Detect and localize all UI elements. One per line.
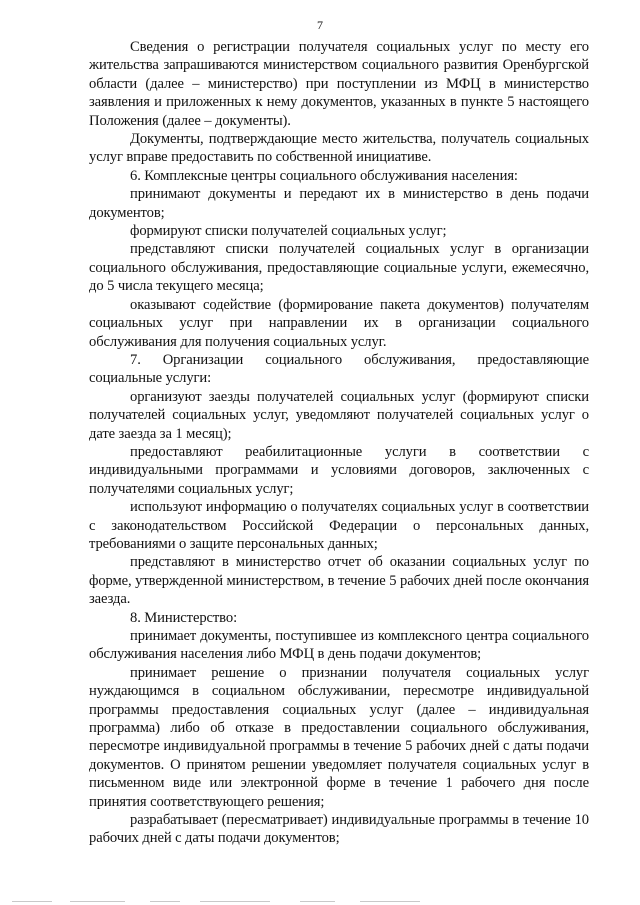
list-item: представляют списки получателей социальных услуг в организации социального обслуживания, предоставляющие социальные услуги, ежемесячно, до 5 числа текущего месяца;	[89, 241, 589, 295]
list-item: предоставляют реабилитационные услуги в соответствии с индивидуальными программами и условиями договоров, заключенных с получателями социальных услуг;	[89, 443, 589, 497]
list-item: представляют в министерство отчет об оказании социальных услуг по форме, утвержденной министерством, в течение 5 рабочих дней после окончания заезда.	[89, 554, 589, 608]
paragraph: Документы, подтверждающие место жительства, получатель социальных услуг вправе предоставить по собственной инициативе.	[89, 131, 589, 166]
section-heading-6: 6. Комплексные центры социального обслуживания населения:	[130, 167, 518, 184]
section-heading-7: 7. Организации социального обслуживания, предоставляющие социальные услуги:	[89, 351, 589, 387]
body-text	[89, 38, 589, 848]
list-item: принимают документы и передают их в министерство в день подачи документов;	[89, 186, 589, 221]
list-item: используют информацию о получателях социальных услуг в соответствии с законодательством Российской Федерации о персональных данных, требованиями о защите персональных данных;	[89, 499, 589, 552]
scan-artifact	[0, 900, 640, 905]
list-item: организуют заезды получателей социальных услуг (формируют списки получателей социальных услуг, уведомляют получателей социальных услуг о дате заезда за 1 месяц);	[89, 388, 589, 442]
list-item: принимает документы, поступившее из комплексного центра социального обслуживания населения либо МФЦ в день подачи документов;	[89, 628, 589, 663]
list-item: разрабатывает (пересматривает) индивидуальные программы в течение 10 рабочих дней с даты подачи документов;	[89, 812, 589, 847]
list-item: принимает решение о признании получателя социальных услуг нуждающимся в социальном обслуживании, пересмотре индивидуальной программы предоставления социальных услуг (далее – индивидуальная программа) либо об отказе в предоставлении социального обслуживания, пересмотре индивидуальной программы в течение 5 рабочих дней с даты подачи документов. О принятом решении уведомляет получателя социальных услуг в письменном виде или электронной форме в течение 1 рабочего дня после принятия соответствующего решения;	[89, 664, 589, 810]
page-number: 7	[317, 18, 323, 32]
list-item: оказывают содействие (формирование пакета документов) получателям социальных услуг при направлении их в организации социального обслуживания для получения социальных услуг.	[89, 296, 589, 350]
section-heading-8: 8. Министерство:	[130, 609, 238, 626]
paragraph: Сведения о регистрации получателя социальных услуг по месту его жительства запрашиваются министерством социального развития Оренбургской области (далее – министерство) при поступлении из МФЦ в министерство заявления и приложенных к нему документов, указанных в пункте 5 настоящего Положения (далее – документы).	[89, 39, 589, 129]
list-item: формируют списки получателей социальных услуг;	[130, 223, 447, 240]
